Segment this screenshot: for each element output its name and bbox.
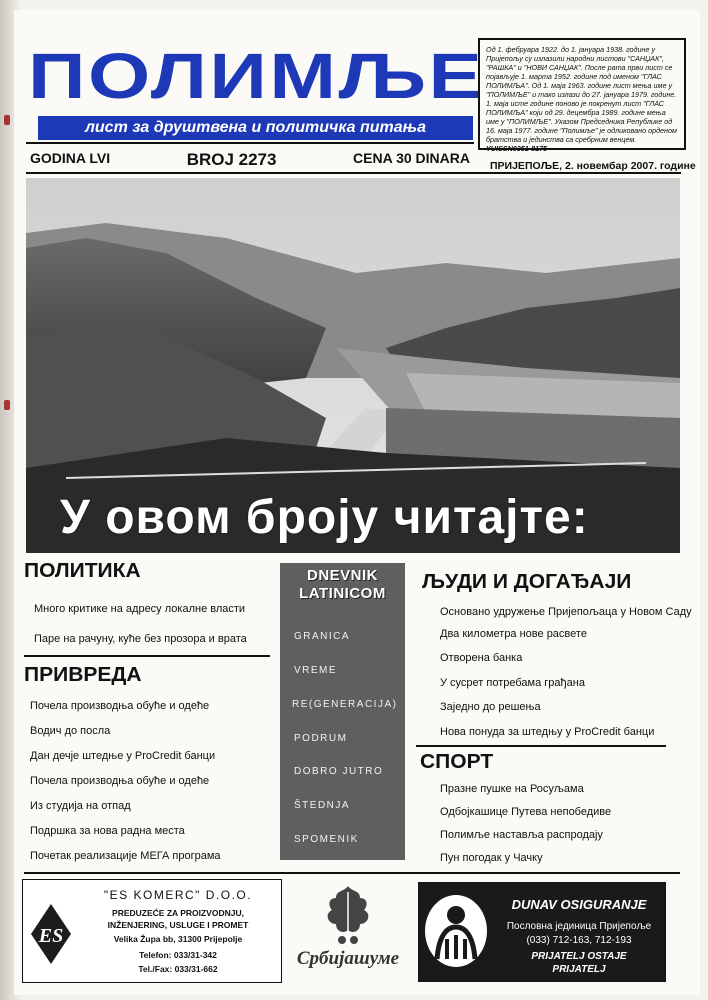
latin-item[interactable]: PODRUM [294,733,348,744]
dunav-logo-icon [425,895,487,967]
oak-leaf-icon [316,882,380,948]
history-box [478,38,686,153]
binding-pin [4,115,10,125]
latin-item[interactable]: GRANICA [294,631,351,642]
article-link[interactable]: Из студија на отпад [30,800,131,812]
binding-pin [4,400,10,410]
history-text: Од 1. фебруара 1922. до 1. јануара 1938. године у Пријепољу су излазили народни листови "САНЏАК", "РАШКА" и "НОВИ САНЏАК". После рата први лист се појављује 1. марта 1952. године под именом "ГЛАС ПОЛИМЉА". Од 1. маја 1963. године лист мења име у "ПОЛИМЉЕ" и тако излази до 27. јануара 1979. године. 1. маја исте године поново је покренут лист "ГЛАС ПОЛИМЉА" који од 29. децембра 1989. године мења име у "ПОЛИМЉЕ". Указом Председника Републике од 16. маја 1977. године "Полимље" је одликовано орденом братства и јединства са сребрним венцем. [486,45,677,144]
ad-srbijasume[interactable] [288,880,408,980]
section-title-privreda: ПРИВРЕДА [24,664,142,686]
article-link[interactable]: Заједно до решења [440,701,541,713]
svg-text:ES: ES [38,925,64,947]
es-address: Velika Župa bb, 31300 Prijepolje [113,934,243,944]
article-link[interactable]: Подршка за нова радна места [30,825,185,837]
year-label: GODINA LVI [30,150,111,166]
section-divider [24,655,270,657]
masthead [22,40,485,140]
issue-line [30,150,470,170]
article-link[interactable]: Много критике на адресу локалне власти [34,603,246,615]
latin-item[interactable]: RE(GENERACIJA) [292,699,398,710]
section-divider [416,745,666,747]
latin-title-line1: DNEVNIK [306,567,378,584]
latin-title-line2: LATINICOM [299,585,386,602]
article-link[interactable]: Почетак реализације МЕГА програма [30,850,221,862]
dunav-unit: Пословна јединица Пријепоље [506,921,652,932]
dunav-name: DUNAV OSIGURANJE [511,897,647,912]
latin-item[interactable]: DOBRO JUTRO [294,766,384,777]
article-link[interactable]: Полимље наставља распродају [440,829,603,841]
article-link[interactable]: Паре на рачуну, куће без прозора и врата [34,633,247,645]
article-link[interactable]: Водич до посла [30,725,111,737]
article-link[interactable]: Пун погодак у Чачку [440,852,543,864]
latin-item[interactable]: SPOMENIK [294,834,359,845]
es-line1: PREDUZEĆE ZA PROIZVODNJU, [112,908,244,918]
es-fax: Tel./Fax: 033/31-662 [138,964,218,974]
section-title-politika: ПОЛИТИКА [24,560,141,582]
price-label: CENA 30 DINARA [353,150,470,166]
latin-item[interactable]: ŠTEDNJA [294,800,351,811]
dunav-slogan-line1: PRIJATELJ OSTAJE [531,951,627,962]
section-title-ljudi: ЉУДИ И ДОГАЂАЈИ [422,571,632,593]
es-logo-icon [29,902,73,966]
es-phone: Telefon: 033/31-342 [139,950,217,960]
newspaper-title: ПОЛИМЉЕ [28,40,485,112]
latin-diary-box [280,563,405,860]
latin-box-title [280,567,405,603]
masthead-rule [26,172,681,174]
issue-number: BROJ 2273 [186,150,277,169]
article-link[interactable]: У сусрет потребама грађана [440,677,585,689]
article-link[interactable]: Два километра нове расвете [440,628,587,640]
article-link[interactable]: Нова понуда за штедњу у ProCredit банци [440,726,655,738]
section-title-sport: СПОРТ [420,751,494,773]
article-link[interactable]: Почела производња обуће и одеће [30,700,210,712]
masthead-rule [26,142,474,144]
article-link[interactable]: Одбојкашице Путева непобедиве [440,806,612,818]
issn: YUISSN0351-8175 [486,144,548,153]
dunav-slogan-line2: PRIJATELJ [552,964,606,975]
ad-dunav-osiguranje[interactable] [418,882,666,982]
ad-es-komerc[interactable] [22,879,282,983]
es-line2: INŽENJERING, USLUGE I PROMET [107,920,249,930]
newspaper-subtitle: лист за друштвена и политичка питања [38,116,473,140]
article-link[interactable]: Празне пушке на Росуљама [440,783,584,795]
article-link[interactable]: Дан дечје штедње у ProCredit банци [30,750,216,762]
latin-item[interactable]: VREME [294,665,338,676]
srbijasume-name: Србијашуме [296,948,400,969]
article-link[interactable]: Отворена банка [440,652,523,664]
ads-divider [24,872,680,874]
article-link[interactable]: Основано удружење Пријепољаца у Новом Саду [440,606,692,618]
es-company-name: "ES KOMERC" D.O.O. [103,888,253,902]
cover-headline: У овом броју читајте: [60,491,589,544]
article-link[interactable]: Почела производња обуће и одеће [30,775,210,787]
publication-date: ПРИЈЕПОЉЕ, 2. новембар 2007. године [490,160,696,172]
dunav-phones: (033) 712-163, 712-193 [526,935,632,946]
